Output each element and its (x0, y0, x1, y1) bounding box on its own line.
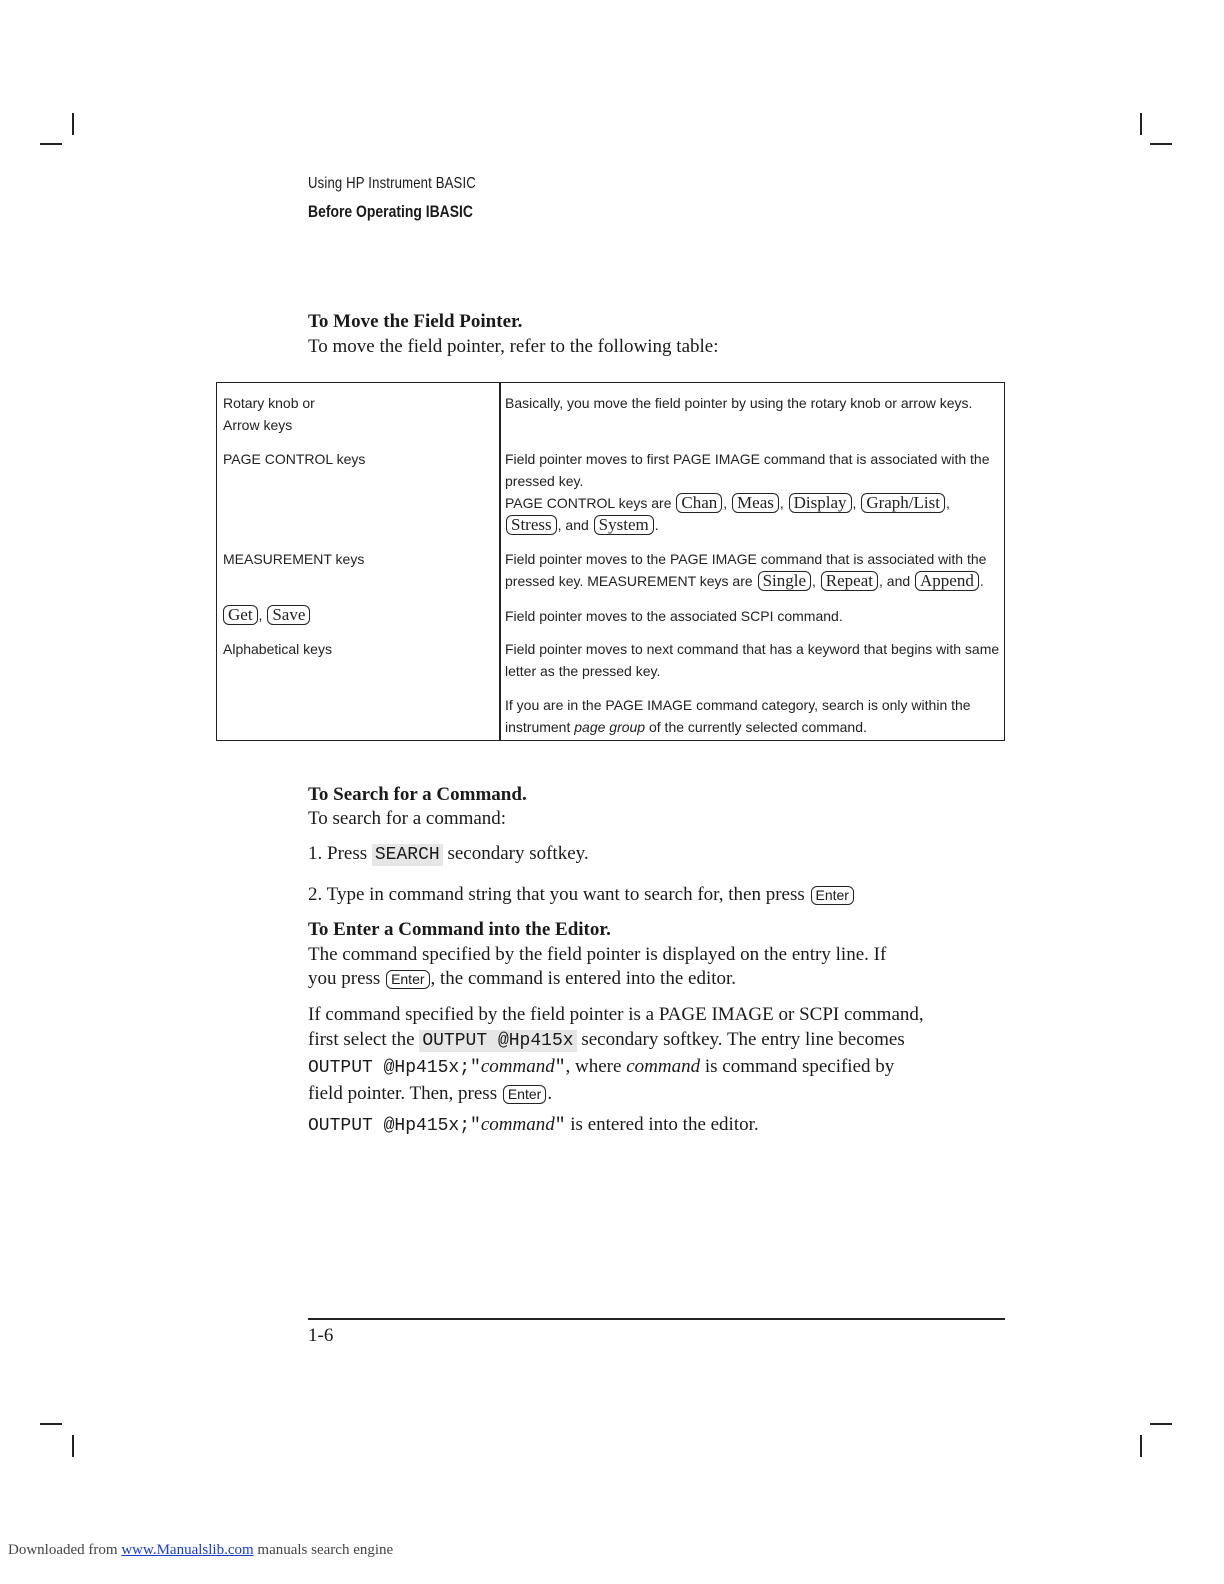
manualslib-link[interactable]: www.Manualslib.com (121, 1542, 254, 1558)
paragraph (308, 1002, 1008, 1106)
list-number: 2. (308, 884, 323, 905)
table-row (505, 638, 1000, 738)
section-title-search: To Search for a Command. (308, 784, 527, 805)
code-fragment: OUTPUT @Hp415x;" (308, 1116, 481, 1136)
text-fragment: . (547, 1083, 553, 1104)
save-key: Save (267, 605, 310, 625)
crop-mark (1150, 143, 1172, 145)
text-fragment: is command specified by (704, 1056, 895, 1077)
table-cell-right-keys: Stress , and System . (505, 514, 1000, 536)
code-fragment: " (554, 1058, 566, 1078)
paragraph (308, 943, 1008, 991)
text-line (308, 1081, 1008, 1106)
table-cell-right: Basically, you move the field pointer by using the rotary knob or arrow keys. (505, 395, 973, 411)
output-hp415x-softkey: OUTPUT @Hp415x (419, 1030, 576, 1052)
get-key: Get (223, 605, 258, 625)
table-cell-right: Field pointer moves to the associated SCPI command. (505, 608, 843, 624)
text-fragment: of the currently selected command. (648, 719, 867, 735)
crop-mark (72, 113, 74, 135)
system-key: System (594, 515, 654, 535)
table-cell-right: If you are in the PAGE IMAGE command category, search is only within the (505, 697, 971, 713)
list-item (308, 883, 855, 907)
text-fragment: , the command is entered into the editor. (430, 968, 737, 989)
table-cell-right: pressed key. (505, 473, 584, 489)
crop-mark (40, 1423, 62, 1425)
text-fragment: Downloaded from (8, 1542, 118, 1558)
italic-term: command (480, 1056, 555, 1077)
page-number: 1-6 (308, 1325, 334, 1346)
stress-key: Stress (506, 515, 557, 535)
crop-mark (1140, 1435, 1142, 1457)
table-row (505, 548, 1000, 592)
text-line (308, 1054, 1008, 1081)
text-line (308, 967, 1008, 991)
section-intro: To search for a command: (308, 808, 507, 829)
crop-mark (1150, 1423, 1172, 1425)
chan-key: Chan (676, 493, 722, 513)
section-title-move-field-pointer: To Move the Field Pointer. (308, 311, 523, 332)
table-cell-left: MEASUREMENT keys (223, 551, 365, 567)
italic-term: command (480, 1114, 555, 1135)
text-line: The command specified by the field pointer is displayed on the entry line. If (308, 944, 887, 965)
text-line: If command specified by the field pointer is a PAGE IMAGE or SCPI command, (308, 1004, 924, 1025)
crop-mark (72, 1435, 74, 1457)
text-fragment: manuals search engine (257, 1542, 394, 1558)
and-word: , and (557, 517, 589, 533)
running-header-subsection: Before Operating IBASIC (308, 202, 473, 221)
keys-intro: pressed key. MEASUREMENT keys are (505, 573, 753, 589)
text-fragment: field pointer. Then, press (308, 1083, 498, 1104)
table-cell-left: Rotary knob or (223, 395, 315, 411)
text-fragment: Press (327, 843, 368, 864)
code-fragment: OUTPUT @Hp415x;" (308, 1058, 481, 1078)
text-line (308, 1027, 1008, 1054)
single-key: Single (758, 571, 811, 591)
and-word: , and (879, 573, 911, 589)
enter-key: Enter (811, 886, 854, 905)
table-cell-right-keys: pressed key. MEASUREMENT keys are Single , Repeat , and Append . (505, 571, 984, 590)
crop-mark (40, 143, 62, 145)
text-fragment: you press (308, 968, 381, 989)
list-item (308, 842, 589, 867)
italic-term: page group (574, 719, 646, 735)
table-column-divider (499, 382, 501, 741)
enter-key: Enter (503, 1085, 546, 1104)
repeat-key: Repeat (821, 571, 878, 591)
keys-intro: PAGE CONTROL keys are (505, 495, 672, 511)
table-cell-right: Field pointer moves to first PAGE IMAGE command that is associated with the (505, 451, 990, 467)
text-fragment: is entered into the editor. (570, 1114, 759, 1135)
table-row (223, 392, 315, 436)
meas-key: Meas (732, 493, 779, 513)
append-key: Append (915, 571, 979, 591)
table-cell-left: Arrow keys (223, 417, 293, 433)
section-title-enter-command: To Enter a Command into the Editor. (308, 919, 611, 940)
section-intro: To move the field pointer, refer to the following table: (308, 336, 719, 357)
table-cell-right: Field pointer moves to the PAGE IMAGE command that is associated with the (505, 551, 987, 567)
enter-key: Enter (386, 970, 429, 989)
table-cell-left-keys: Get , Save (223, 604, 311, 626)
display-key: Display (789, 493, 852, 513)
table-row (505, 448, 1000, 536)
text-fragment: , where (565, 1056, 622, 1077)
graph-list-key: Graph/List (861, 493, 945, 513)
table-cell-left: Alphabetical keys (223, 641, 332, 657)
text-fragment: first select the (308, 1029, 415, 1050)
table-cell-right: letter as the pressed key. (505, 663, 661, 679)
text-fragment: secondary softkey. The entry line becomes (581, 1029, 905, 1050)
text-fragment: instrument (505, 719, 571, 735)
italic-term: command (626, 1056, 701, 1077)
text-fragment: Type in command string that you want to search for, then press (326, 884, 805, 905)
table-cell-right-keys: PAGE CONTROL keys are Chan , Meas , Display , Graph/List , (505, 493, 950, 512)
list-number: 1. (308, 843, 323, 864)
download-footer (8, 1542, 393, 1559)
crop-mark (1140, 113, 1142, 135)
running-header-section: Using HP Instrument BASIC (308, 175, 476, 192)
table-cell-right (505, 716, 1000, 738)
search-softkey: SEARCH (372, 844, 443, 866)
text-fragment: secondary softkey. (447, 843, 589, 864)
footer-rule (308, 1318, 1005, 1320)
code-fragment: " (554, 1116, 566, 1136)
table-cell-left: PAGE CONTROL keys (223, 451, 366, 467)
paragraph (308, 1113, 759, 1138)
table-cell-right: Field pointer moves to next command that has a keyword that begins with same (505, 641, 1000, 657)
